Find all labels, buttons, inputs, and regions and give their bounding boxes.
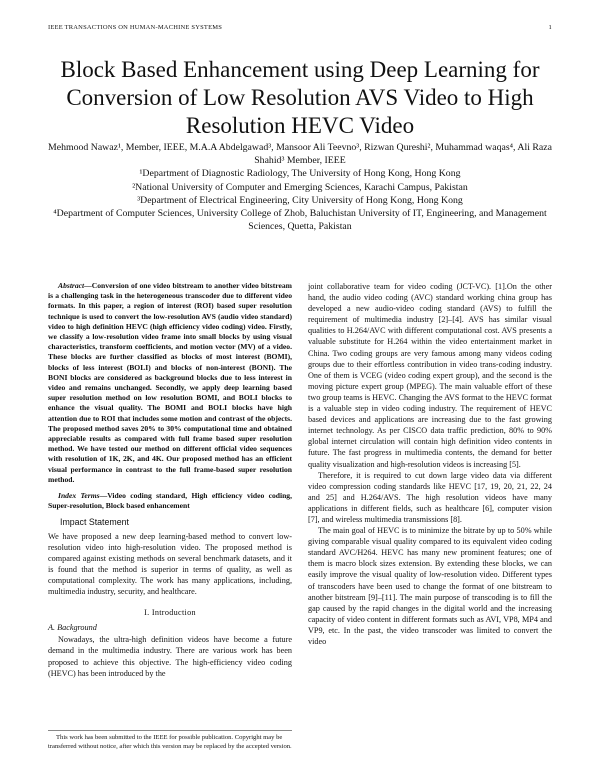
left-column: [48, 281, 292, 679]
affiliation-3: ³Department of Electrical Engineering, City University of Hong Kong, Hong Kong: [137, 194, 463, 206]
affiliation-1: ¹Department of Diagnostic Radiology, The University of Hong Kong, Hong Kong: [139, 168, 461, 180]
index-terms: [48, 491, 292, 511]
right-column: [308, 281, 552, 647]
index-terms-text: —Video coding standard, High efficiency video coding, Super-resolution, Block based enhancement: [48, 491, 292, 511]
footnote: [48, 730, 292, 752]
journal-name: IEEE TRANSACTIONS ON HUMAN-MACHINE SYSTEMS: [48, 24, 223, 31]
affiliation-4: ⁴Department of Computer Sciences, University College of Zhob, Baluchistan University of IT, Engineering, and Management Sciences, Quetta, Pakistan: [53, 208, 547, 233]
author-list: Mehmood Nawaz¹, Member, IEEE, M.A.A Abdelgawad³, Mansoor Ali Teevno³, Rizwan Qureshi², Muhammad waqas⁴, Ali Raza Shahid³ Member, IEEE: [48, 142, 552, 167]
footnote-text: This work has been submitted to the IEEE for possible publication. Copyright may be transferred without notice, after which this version may be replaced by the accepted version.: [48, 734, 292, 750]
body-paragraph-3: The main goal of HEVC is to minimize the bitrate by up to 50% while giving comparable visual quality compared to its equivalent video coding standard AVC/H264. HEVC has many new prominent features; one of them is macro block sizes extension. By extending these blocks, we can easily improve the visual quality of low-resolution video. Different types of transcoders have been used to change the format of one bitstream to another bitstream [9]–[11]. The main purpose of transcoding is to fill the gap caused by the rapid changes in the digital world and the increasing capacity of video content in different formats such as AVI, VP8, MP4 and VP9, etc. In the past, the video transcoder was limited to convert the video: [308, 526, 552, 646]
section-heading: I. Introduction: [144, 608, 196, 618]
body-paragraph-1: joint collaborative team for video coding (JCT-VC). [1].On the other hand, the audio video coding (AVC) standard working china group has developed a new audio-video coding standard (AVS) to fulfill the requirement of multimedia industry [2]–[4]. AVS has similar visual qualities to H.264/AVC with different computational cost. AVS presents a valuable substitute for H.264 within the video entertainment market in China. Two coding groups are very famous among many videos coding groups due to their effortless contribution in video trans-coding industry. One of them is VCEG (video coding expert group), and the second is the moving picture expert group (MPEG). The main valuable effort of these two group teams is HEVC. Changing the AVS format to the HEVC format is a valuable step in video coding industry. The requirement of HEVC based devices and applications are increasing due to the fast growing internet technology. As per CISCO data traffic prediction, 80% to 90% global internet circulation will contain high definition video contents in future. The fast progress in multimedia contents, the demand for better quality visualization and high-resolution videos is increasing [5].: [308, 282, 552, 469]
impact-heading: Impact Statement: [60, 517, 129, 528]
impact-text: We have proposed a new deep learning-based method to convert low-resolution video into high-resolution video. The proposed method is compared against existing methods on several benchmark datasets, and it is found that the method is superior in terms of quality, as well as computational complexity. The work has many applications, including, multimedia industry, security, and healthcare.: [48, 531, 292, 597]
paper-title: Block Based Enhancement using Deep Learning for Conversion of Low Resolution AVS Video to High Resolution HEVC Video: [60, 57, 540, 138]
body-paragraph-2: Therefore, it is required to cut down large video data via different video compression coding standards like HEVC [17, 19, 20, 21, 22, 24 and 25] and H.264/AVS. The high resolution videos have many applications in different fields, such as healthcare [6], computer vision [7], and wireless multimedia transmissions [8].: [308, 470, 552, 524]
subsection-heading: A. Background: [48, 623, 97, 633]
affiliation-2: ²National University of Computer and Emerging Sciences, Karachi Campus, Pakistan: [132, 181, 468, 193]
abstract-label: Abstract: [58, 281, 85, 290]
running-header: [48, 24, 552, 31]
author-block: [40, 141, 560, 233]
index-terms-label: Index Terms: [58, 491, 100, 501]
page-number: 1: [548, 24, 552, 31]
intro-paragraph: Nowadays, the ultra-high definition videos have become a future demand in the multimedia industry. There are various work has been proposed to achieve this objective. The high-efficiency video coding (HEVC) has been introduced by the: [48, 635, 292, 678]
abstract: [48, 281, 292, 485]
abstract-text: —Conversion of one video bitstream to another video bitstream is a challenging task in the heterogeneous transcoder due to different video formats. In this paper, a region of interest (ROI) based super resolution technique is used to convert the low-resolution AVS (audio video standard) video to high definition HEVC (high efficiency video coding) video. Firstly, we classify a low-resolution video frame into small blocks by using visual characteristics, transform coefficients, and motion vector (MV) of a video. These blocks are further classified as blocks of most interest (BOMI), blocks of less interest (BOLI) and blocks of non-interest (BONI). The BONI blocks are considered as background blocks due to less interest in video and remains unchanged. Secondly, we apply deep learning based super resolution method on low resolution BOMI, and BOLI blocks to enhance the visual quality. The BOMI and BOLI blocks have high attention due to ROI that includes some motion and contrast of the objects. The proposed method saves 20% to 30% computational time and obtained appreciable results as compared with full frame based super resolution method. We have tested our method on different official video sequences with resolution of 1K, 2K, and 4K. Our proposed method has an efficient visual performance in contrast to the full frame-based super resolution method.: [48, 281, 292, 484]
